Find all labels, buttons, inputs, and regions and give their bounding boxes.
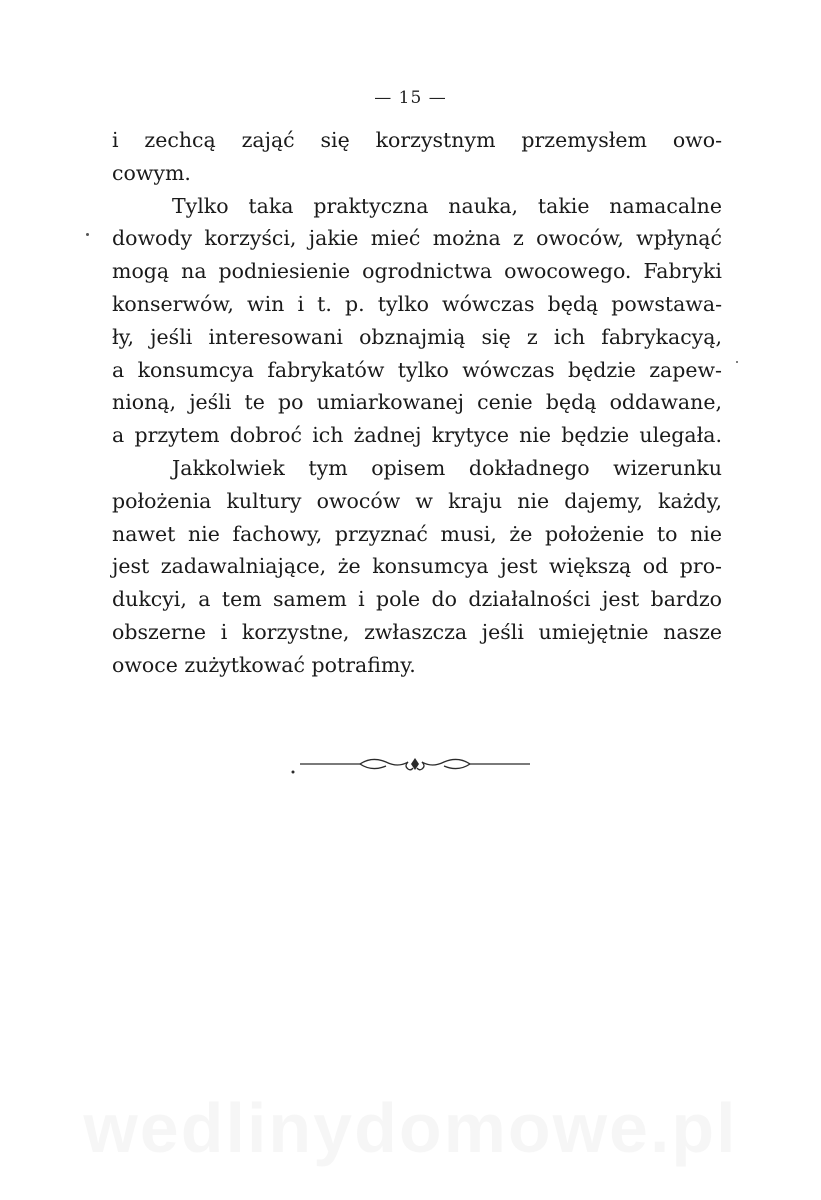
text-line: ły, jeśli interesowani obznajmią się z ich fabrykacyą, xyxy=(112,324,722,349)
paragraph-start-line: Jakkolwiek tym opisem dokładnego wizerunku xyxy=(172,455,722,480)
body-text xyxy=(112,124,722,682)
margin-speck xyxy=(86,233,89,236)
text-line: a konsumcya fabrykatów tylko wówczas będzie zapew- xyxy=(112,357,722,382)
text-line: nawet nie fachowy, przyznać musi, że położenie to nie xyxy=(112,521,722,546)
text-line: położenia kultury owoców w kraju nie dajemy, każdy, xyxy=(112,488,722,513)
text-line: dukcyi, a tem samem i pole do działalności jest bardzo xyxy=(112,587,722,612)
margin-speck xyxy=(736,361,738,363)
watermark xyxy=(0,1088,821,1168)
decorative-divider-ornament xyxy=(290,750,540,776)
text-line: owoce zużytkować potrafimy. xyxy=(112,652,416,677)
text-line: mogą na podniesienie ogrodnictwa owocowego. Fabryki xyxy=(112,259,722,284)
text-line: dowody korzyści, jakie mieć można z owoców, wpłynąć xyxy=(112,226,722,251)
text-line: a przytem dobroć ich żadnej krytyce nie będzie ulegała. xyxy=(112,423,722,448)
text-line: nioną, jeśli te po umiarkowanej cenie będą oddawane, xyxy=(112,390,722,415)
text-line: cowym. xyxy=(112,160,191,185)
text-line: i zechcą zająć się korzystnym przemysłem owo- xyxy=(112,128,722,152)
paragraph-start-line: Tylko taka praktyczna nauka, takie namacalne xyxy=(172,193,722,218)
text-line: jest zadawalniające, że konsumcya jest większą od pro- xyxy=(112,554,722,579)
text-line: obszerne i korzystne, zwłaszcza jeśli umiejętnie nasze xyxy=(112,619,722,644)
page-number: — 15 — xyxy=(374,88,447,108)
text-line: konserwów, win i t. p. tylko wówczas będą powstawa- xyxy=(112,291,722,316)
